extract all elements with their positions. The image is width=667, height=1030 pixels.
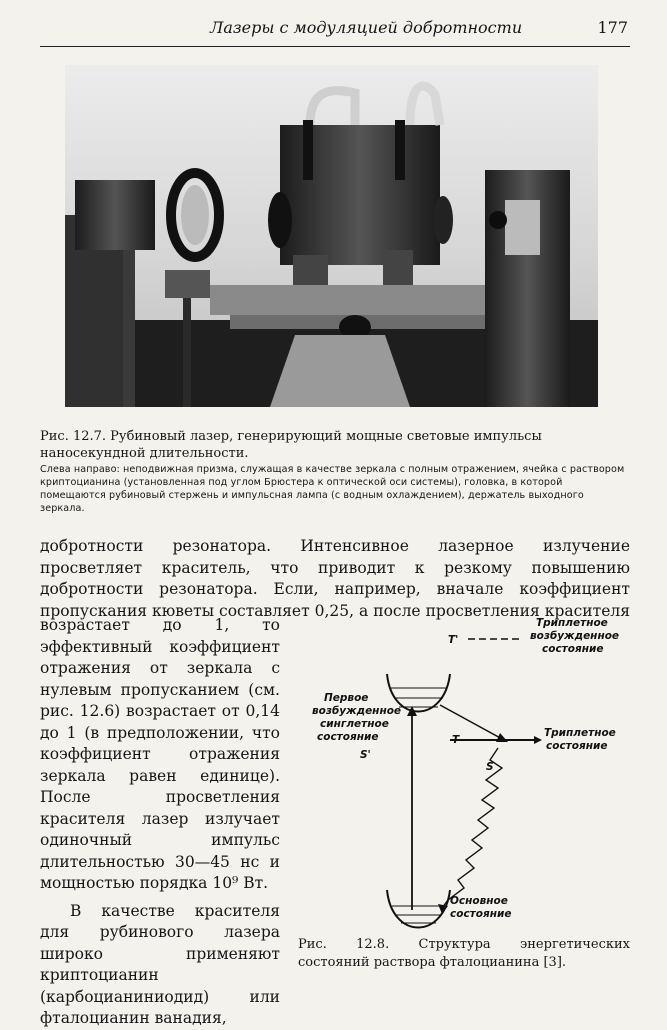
body-line: мощностью порядка 10⁹ Вт. (40, 874, 269, 892)
body-line: добротности резонатора. Если, например, вначале коэффициент (40, 580, 630, 598)
body-line: После просветления (40, 788, 280, 806)
ruby-laser-photo (65, 65, 598, 407)
body-line: коэффициент отражения (40, 745, 280, 763)
singlet-label-2: возбужденное (312, 705, 402, 717)
running-title: Лазеры с модуляцией добротности (210, 18, 523, 37)
intersystem-crossing-arrow (440, 705, 504, 740)
energy-level-diagram (290, 612, 630, 935)
ground-label-2: состояние (450, 908, 512, 920)
body-line: рис. 12.6) возрастает от 0,14 (40, 702, 280, 720)
figure-12-8-caption: Рис. 12.8. Структура энергетических состояний раствора фталоцианина [3]. (298, 937, 630, 970)
body-line: одиночный импульс (40, 831, 280, 849)
body-line: добротности резонатора. Интенсивное лазерное излучение (40, 537, 630, 555)
body-line: просветляет краситель, что приводит к резкому повышению (40, 558, 630, 577)
singlet-label-1: Первое (324, 692, 369, 704)
triplet-excited-label-2: возбужденное (530, 630, 620, 642)
singlet-label-4: состояние (317, 731, 379, 743)
body-line: пропускания кюветы составляет 0,25, а после просветления красителя (40, 601, 630, 620)
body-line: красителя лазер излучает (40, 809, 280, 828)
body-line: до 1 (в предположении, что (40, 723, 280, 742)
body-column-continuation (40, 615, 280, 895)
page-number: 177 (597, 18, 628, 37)
body-line: эффективный коэффициент (40, 637, 280, 656)
body-paragraph-dyes: В качестве красителя для рубинового лазера широко применяют криптоцианин (карбоцианиниодид) или фталоцианин ванадия, (40, 901, 280, 1027)
body-line: длительностью 30—45 нс и (40, 852, 280, 871)
triplet-label-1: Триплетное (544, 727, 616, 739)
body-line: возрастает до 1, то (40, 616, 280, 634)
s-label: S (486, 761, 494, 773)
s-prime-label: S' (360, 749, 371, 761)
ground-label-1: Основное (450, 895, 508, 907)
body-line: нулевым пропусканием (см. (40, 680, 280, 699)
body-paragraph (40, 536, 630, 622)
triplet-label-2: состояние (546, 740, 608, 752)
body-column (40, 897, 280, 1030)
singlet-label-3: синглетное (320, 718, 389, 730)
body-line: зеркала равен единице). (40, 766, 280, 785)
figure-12-7-caption: Рис. 12.7. Рубиновый лазер, генерирующий мощные световые импульсы наносекундной длительности. (40, 429, 542, 461)
figure-12-7-note: Слева направо: неподвижная призма, служащая в качестве зеркала с полным отражением, ячейка с раствором криптоцианина (установленная под углом Брюстера к оптической оси системы), головка, в которой помещаются рубиновый стержень и импульсная лампа (с водным охлаждением), держатель выходного зеркала. (40, 464, 625, 514)
triplet-excited-label-1: Триплетное (536, 617, 608, 629)
running-header (40, 14, 630, 47)
t-prime-label: T' (448, 634, 459, 646)
body-line: отражения от зеркала с (40, 659, 280, 677)
triplet-excited-label-3: состояние (542, 643, 604, 655)
t-label: T (452, 734, 460, 746)
